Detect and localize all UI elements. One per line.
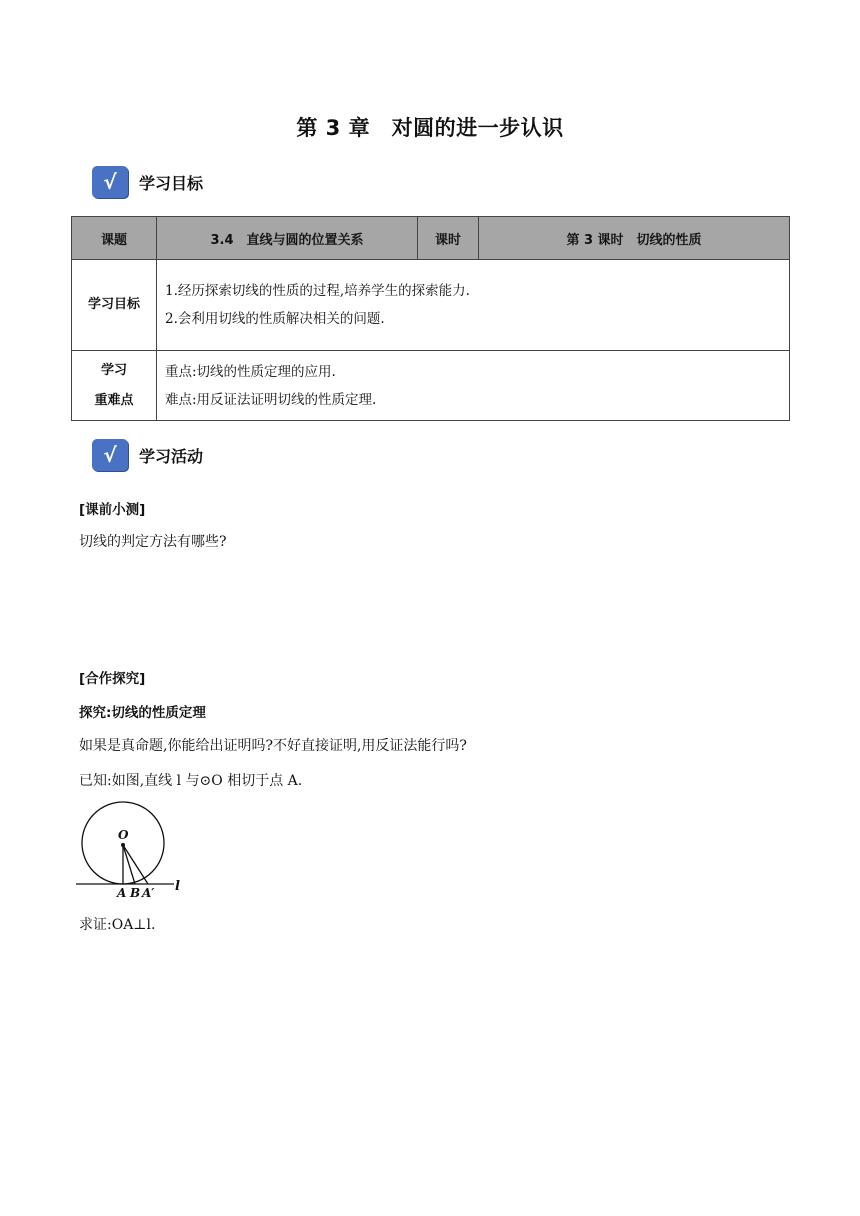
check-mark-icon: √ [92, 439, 128, 471]
key-points-label-line1: 学习 [100, 362, 127, 378]
center-point [121, 843, 125, 847]
key-points-content-cell [157, 351, 790, 421]
lesson-info-table [71, 216, 790, 421]
topic-label-cell: 课题 [72, 217, 157, 260]
period-value-cell: 第 3 课时 切线的性质 [479, 217, 790, 260]
key-point-item-2: 难点:用反证法证明切线的性质定理. [165, 391, 377, 408]
explore-line-2: 已知:如图,直线 l 与⊙O 相切于点 A. [79, 773, 303, 789]
label-o: O [118, 828, 129, 842]
section-goals-label: 学习目标 [139, 173, 204, 193]
section-activities-header [92, 439, 203, 471]
label-b: B [130, 886, 141, 900]
goal-item-1: 1.经历探索切线的性质的过程,培养学生的探索能力. [165, 283, 470, 299]
period-label-cell: 课时 [418, 217, 479, 260]
explore-subheading: 探究:切线的性质定理 [79, 705, 206, 721]
label-l: l [175, 879, 180, 894]
label-a: A [117, 886, 127, 900]
section-goals-header [92, 166, 203, 198]
topic-value-cell: 3.4 直线与圆的位置关系 [157, 217, 418, 260]
pretest-heading: [课前小测] [79, 502, 146, 518]
section-activities-label: 学习活动 [139, 446, 204, 466]
key-points-label-line2: 重难点 [94, 392, 134, 408]
table-row-goals [72, 260, 790, 351]
explore-line-1: 如果是真命题,你能给出证明吗?不好直接证明,用反证法能行吗? [79, 738, 467, 754]
table-row-key-points [72, 351, 790, 421]
goals-content-cell [157, 260, 790, 351]
key-points-label-cell [72, 351, 157, 421]
tangent-figure [74, 800, 194, 902]
goal-item-2: 2.会利用切线的性质解决相关的问题. [165, 311, 385, 327]
segment-oa-prime [123, 845, 148, 884]
goals-label-cell: 学习目标 [72, 260, 157, 351]
check-mark-icon: √ [92, 166, 128, 198]
explore-heading: [合作探究] [79, 671, 146, 687]
page-title: 第 3 章 对圆的进一步认识 [296, 116, 564, 140]
segment-ob [123, 845, 135, 884]
key-point-item-1: 重点:切线的性质定理的应用. [165, 363, 336, 380]
label-a-prime: A′ [142, 886, 155, 900]
explore-conclusion: 求证:OA⊥l. [79, 917, 156, 933]
pretest-question: 切线的判定方法有哪些? [79, 534, 227, 550]
table-header-row [72, 217, 790, 260]
